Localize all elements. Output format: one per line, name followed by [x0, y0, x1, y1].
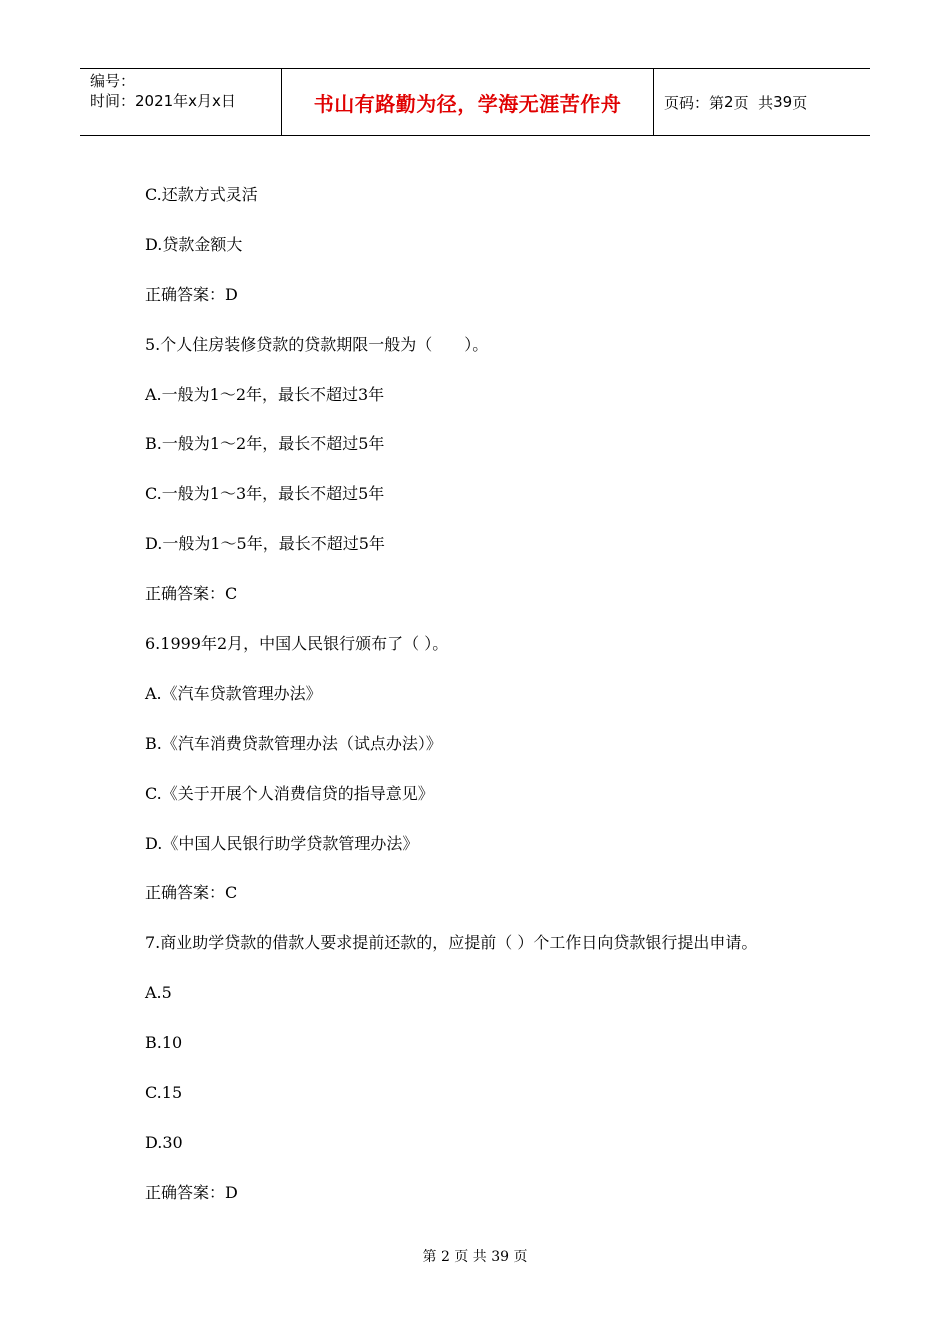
answer-line: 正确答案：D [145, 1182, 238, 1202]
option-line: C.15 [145, 1083, 183, 1103]
option-line: B.一般为1～2年，最长不超过5年 [145, 434, 385, 454]
option-line: D.《中国人民银行助学贷款管理办法》 [145, 833, 419, 853]
option-line: B.10 [145, 1033, 183, 1053]
answer-line: 正确答案：D [145, 284, 238, 304]
question-line: 5.个人住房装修贷款的贷款期限一般为（ ）。 [145, 334, 489, 354]
number-label: 编号： [90, 72, 136, 90]
header-meta [80, 69, 282, 135]
header-motto: 书山有路勤为径，学海无涯苦作舟 [282, 69, 654, 135]
question-line: 7.商业助学贷款的借款人要求提前还款的，应提前（ ）个工作日向贷款银行提出申请。 [145, 933, 758, 953]
document-body [145, 183, 845, 1231]
page-current: 2 [724, 93, 734, 111]
option-line: D.30 [145, 1132, 183, 1152]
option-line: A.《汽车贷款管理办法》 [145, 683, 322, 703]
option-line: A.一般为1～2年，最长不超过3年 [145, 384, 385, 404]
question-line: 6.1999年2月，中国人民银行颁布了（ ）。 [145, 634, 449, 654]
answer-line: 正确答案：C [145, 584, 238, 604]
option-line: C.一般为1～3年，最长不超过5年 [145, 484, 385, 504]
page-footer: 第 2 页 共 39 页 [422, 1249, 528, 1265]
option-line: A.5 [145, 983, 172, 1003]
option-line: C.《关于开展个人消费信贷的指导意见》 [145, 783, 434, 803]
header-page-info [654, 69, 870, 135]
page-total: 39 [773, 93, 793, 111]
page-info-suffix: 页 [792, 93, 808, 112]
option-line: D.贷款金额大 [145, 234, 243, 254]
option-line: C.还款方式灵活 [145, 185, 258, 204]
option-line: D.一般为1～5年，最长不超过5年 [145, 534, 385, 554]
option-line: B.《汽车消费贷款管理办法（试点办法）》 [145, 733, 442, 753]
answer-line: 正确答案：C [145, 883, 238, 903]
page-info-prefix: 页码：第 [664, 93, 725, 112]
time-label: 时间：2021年x月x日 [90, 92, 236, 110]
page-info-mid: 页 共 [733, 93, 774, 112]
page-header [80, 68, 870, 136]
